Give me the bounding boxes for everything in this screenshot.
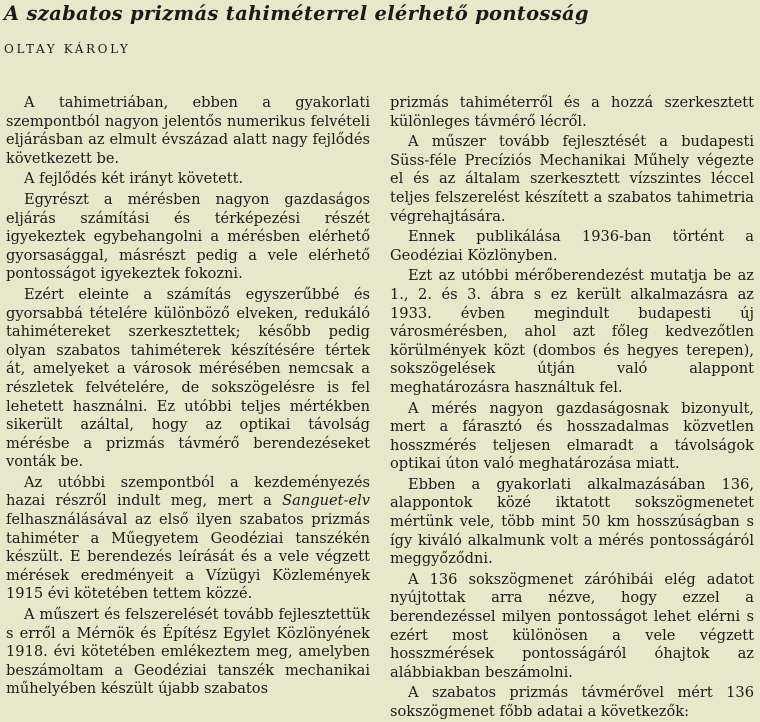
paragraph: A mérés nagyon gazdaságosnak bizonyult, mert a fárasztó és hosszadalmas közvetlen hosszmérés teljesen elmaradt a távolságok optikai úton való meghatározása miatt. xyxy=(390,399,754,473)
paragraph: Ezt az utóbbi mérőberendezést mutatja be az 1., 2. és 3. ábra s ez került alkalmazásra az 1933. évben megindult budapesti új városmérésben, ahol azt főleg kedvezőtlen körülmények közt (dombos és hegyes terepen), sokszögelések útján való alappont meghatározásra használtuk fel. xyxy=(390,267,754,396)
right-column xyxy=(390,94,754,722)
paragraph xyxy=(6,474,370,604)
paragraph: Ezért eleinte a számítás egyszerűbbé és gyorsabbá tételére különböző elveken, redukáló tahimétereket szerkesztettek; később pedig olyan szabatos tahiméterek készítésére tértek át, amelyeket a városok mérésében nemcsak a részletek felvételére, de sokszögelésre is fel lehetett használni. Ez utóbbi teljes mértékben sikerült azáltal, hogy az optikai távolság mérésbe a prizmás távmérő berendezéseket vonták be. xyxy=(6,285,370,471)
paragraph: A műszer tovább fejlesztését a budapesti Süss-féle Precíziós Mechanikai Műhely végezte el és az általam szerkesztett vízszintes léccel teljes felszerelést készített a szabatos tahimetria végrehajtására. xyxy=(390,133,754,225)
paragraph: Egyrészt a mérésben nagyon gazdaságos eljárás számítási és térképezési részét igyekeztek egybehangolni a mérésben elérhető gyorsasággal, másrészt pedig a vele elérhető pontosságot igyekeztek fokozni. xyxy=(6,190,370,283)
article-title: A szabatos prizmás tahiméterrel elérhető pontosság xyxy=(4,2,589,25)
paragraph-text: Az utóbbi szempontból a kezdeményezés hazai részről indult meg, mert a xyxy=(6,473,370,510)
paragraph-text: felhasználásával az első ilyen szabatos prizmás tahiméter a Műegyetem Geodéziai tanszékén készült. E berendezés leírását és a vele végzett mérések eredményeit a Vízügyi Közlemények 1915 évi kötetében tettem közzé. xyxy=(6,511,370,603)
paragraph-continuation: prizmás tahiméterről és a hozzá szerkesztett különleges távmérő lécről. xyxy=(390,94,754,130)
left-column xyxy=(6,94,370,699)
paragraph: Ennek publikálása 1936-ban történt a Geodéziai Közlönyben. xyxy=(390,228,754,264)
paragraph: Ebben a gyakorlati alkalmazásában 136, alappontok közé iktatott sokszögmenetet mértünk vele, több mint 50 km hosszúságban s így kiváló alkalmunk volt a mérés pontosságáról meggyőződni. xyxy=(390,475,754,568)
sanguet-elv-emphasis: Sanguet-elv xyxy=(282,492,370,510)
author-name: OLTAY KÁROLY xyxy=(4,42,131,56)
paragraph: A tahimetriában, ebben a gyakorlati szempontból nagyon jelentős numerikus felvételi eljárásban az elmult évszázad alatt nagy fejlődés következett be. xyxy=(6,94,370,167)
paragraph: A fejlődés két irányt követett. xyxy=(24,170,244,188)
paragraph: A szabatos prizmás távmérővel mért 136 sokszögmenet főbb adatai a következők: xyxy=(390,684,754,720)
paragraph: A 136 sokszögmenet záróhibái elég adatot nyújtottak arra nézve, hogy ezzel a berendezéssel milyen pontosságot lehet elérni s ezért most különösen a vele végzett hosszmérések pontosságáról óhajtok az alábbiakban beszámolni. xyxy=(390,570,754,681)
paragraph: A műszert és felszerelését tovább fejlesztettük s erről a Mérnök és Építész Egylet Közlönyének 1918. évi kötetében emlékeztem meg, amelyben beszámoltam a Geodéziai tanszék mechanikai műhelyében készült újabb szabatos xyxy=(6,606,370,698)
